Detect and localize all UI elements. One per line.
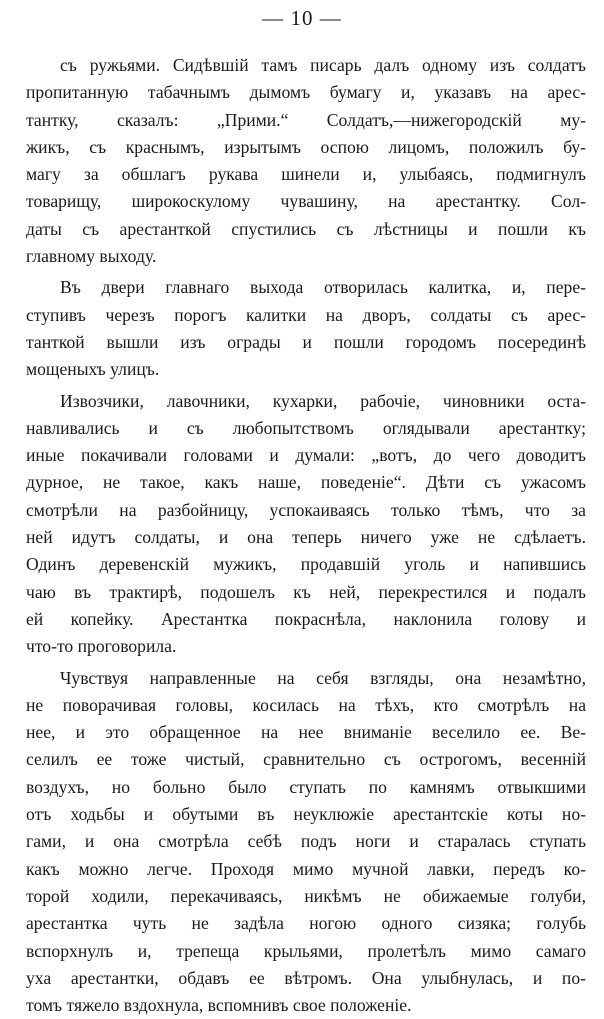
text-line: ней идутъ солдаты, и она теперь ничего уже не сдѣлаетъ. — [26, 527, 586, 548]
text-line: съ ружьями. Сидѣвшій тамъ писарь далъ одному изъ солдатъ — [60, 55, 586, 75]
paragraph — [26, 52, 586, 270]
text-line: танткой вышли изъ ограды и пошли городомъ посерединѣ — [26, 331, 586, 352]
text-line: чаю въ трактирѣ, подошелъ къ ней, перекрестился и подалъ — [26, 581, 586, 602]
text-line: нее, и это обращенное на нее вниманіе веселило ее. Ве- — [26, 722, 586, 743]
text-line: главному выходу. — [26, 246, 157, 267]
text-line: Извозчики, лавочники, кухарки, рабочіе, чиновники оста- — [60, 390, 586, 411]
text-line: даты съ арестанткой спустились съ лѣстницы и пошли къ — [26, 218, 586, 239]
body-text — [26, 52, 586, 1019]
paragraph — [26, 665, 586, 1019]
text-line: что-то проговорила. — [26, 636, 177, 657]
text-line: отъ ходьбы и обутыми въ неуклюжіе арестантскіе коты но- — [26, 804, 586, 825]
text-line: томъ тяжело вздохнула, вспомнивъ свое положеніе. — [26, 995, 412, 1016]
text-line: воздухъ, но больно было ступать по камнямъ отвыкшими — [26, 776, 586, 797]
text-line: Чувствуя направленные на себя взгляды, она незамѣтно, — [60, 667, 586, 688]
text-line: не поворачивая головы, косилась на тѣхъ, кто смотрѣлъ на — [26, 694, 586, 715]
text-line: тантку, сказалъ: „Прими.“ Солдатъ,—нижегородскій му- — [26, 109, 586, 130]
text-line: иные покачивали головами и думали: „вотъ, до чего доводитъ — [26, 445, 586, 466]
text-line: Въ двери главнаго выхода отворилась калитка, и, пере- — [60, 277, 586, 298]
text-line: жикъ, съ краснымъ, изрытымъ оспою лицомъ, положилъ бу- — [26, 136, 586, 157]
text-line: товарищу, широкоскулому чувашину, на арестантку. Сол- — [26, 191, 586, 212]
text-line: уха арестантки, обдавъ ее вѣтромъ. Она улыбнулась, и по- — [26, 967, 586, 988]
text-line: торой ходили, перекачиваясь, никѣмъ не обижаемые голуби, — [26, 885, 586, 906]
paragraph — [26, 274, 586, 383]
text-line: ступивъ черезъ порогъ калитки на дворъ, солдаты съ арес- — [26, 304, 586, 325]
text-line: Одинъ деревенскій мужикъ, продавшій уголь и напившись — [26, 554, 586, 575]
page-number: — 10 — — [262, 6, 342, 30]
paragraph — [26, 388, 586, 661]
text-line: гами, и она смотрѣла себѣ подъ ноги и старалась ступать — [26, 831, 586, 852]
text-line: смотрѣли на разбойницу, успокаиваясь только тѣмъ, что за — [26, 499, 586, 520]
text-line: навливались и съ любопытствомъ оглядывали арестантку; — [26, 417, 586, 438]
text-line: магу за обшлагъ рукава шинели и, улыбаясь, подмигнулъ — [26, 164, 586, 185]
text-line: дурное, не такое, какъ наше, поведеніе“. Дѣти съ ужасомъ — [26, 472, 586, 493]
text-line: ей копейку. Арестантка покраснѣла, наклонила голову и — [26, 608, 586, 629]
text-line: мощеныхъ улицъ. — [26, 359, 160, 380]
text-line: какъ можно легче. Проходя мимо мучной лавки, передъ ко- — [26, 858, 586, 879]
text-line: арестантка чуть не задѣла ногою одного сизяка; голубь — [26, 913, 586, 934]
text-line: селилъ ее тоже чистый, сравнительно съ острогомъ, весенній — [26, 749, 586, 770]
text-line: вспорхнулъ и, трепеща крыльями, пролетѣлъ мимо самаго — [26, 940, 586, 961]
text-line: пропитанную табачнымъ дымомъ бумагу и, указавъ на арес- — [26, 82, 586, 103]
